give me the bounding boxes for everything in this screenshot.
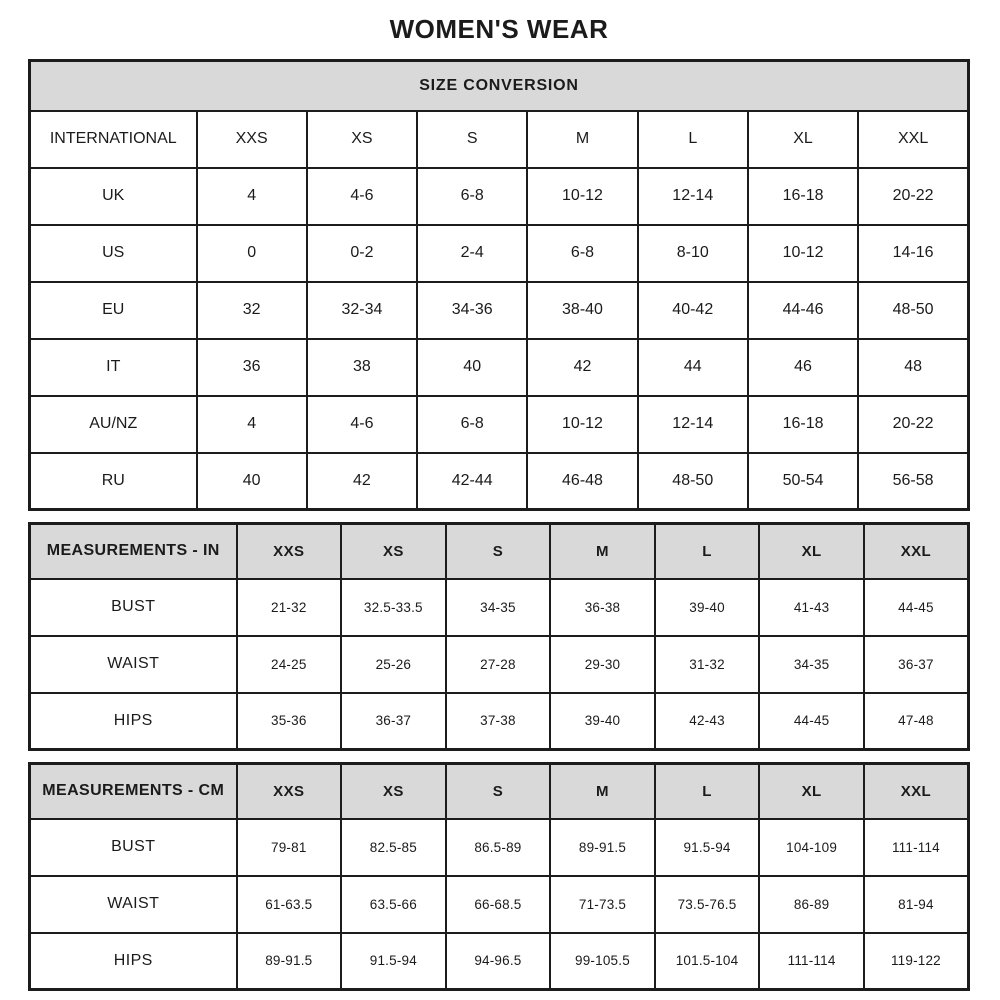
table-cell: 6-8 [527,225,637,282]
table-row-hips [30,693,969,750]
table-header-row [30,524,969,579]
table-cell: 111-114 [864,819,969,876]
size-conversion-table [28,59,970,511]
table-cell: 46 [748,339,858,396]
table-cell: 21-32 [237,579,342,636]
table-cell: 0-2 [307,225,417,282]
label-column-header: MEASUREMENTS - CM [30,764,237,819]
table-cell: 63.5-66 [341,876,446,933]
table-cell: 44 [638,339,748,396]
column-header-xxl: XXL [864,524,969,579]
table-cell: 61-63.5 [237,876,342,933]
table-row-waist [30,876,969,933]
table-cell: 4 [197,168,307,225]
table-cell: 56-58 [858,453,968,510]
row-label: IT [30,339,197,396]
table-cell: 14-16 [858,225,968,282]
row-label: AU/NZ [30,396,197,453]
table-cell: 36-37 [864,636,969,693]
table-cell: 39-40 [655,579,760,636]
table-cell: 48-50 [638,453,748,510]
table-row-eu [30,282,969,339]
table-cell: 38-40 [527,282,637,339]
column-header-xs: XS [307,111,417,168]
table-cell: 25-26 [341,636,446,693]
table-cell: 16-18 [748,396,858,453]
table-row-it [30,339,969,396]
table-cell: 24-25 [237,636,342,693]
column-header-xxs: XXS [237,764,342,819]
table-cell: 29-30 [550,636,655,693]
column-header-l: L [638,111,748,168]
table-cell: 119-122 [864,933,969,990]
table-cell: 42-44 [417,453,527,510]
table-cell: 4 [197,396,307,453]
table-cell: 36-38 [550,579,655,636]
table-row-hips [30,933,969,990]
table-cell: 40-42 [638,282,748,339]
table-cell: 47-48 [864,693,969,750]
table-cell: 66-68.5 [446,876,551,933]
column-header-xs: XS [341,764,446,819]
row-label: WAIST [30,636,237,693]
column-header-s: S [446,764,551,819]
label-column-header: INTERNATIONAL [30,111,197,168]
table-cell: 36-37 [341,693,446,750]
table-row-uk [30,168,969,225]
tables-container [28,59,970,991]
table-cell: 91.5-94 [341,933,446,990]
column-header-xl: XL [759,524,864,579]
table-cell: 89-91.5 [237,933,342,990]
table-cell: 2-4 [417,225,527,282]
table-row-bust [30,579,969,636]
table-header-row [30,764,969,819]
table-cell: 27-28 [446,636,551,693]
column-header-xxs: XXS [197,111,307,168]
column-header-s: S [417,111,527,168]
table-cell: 104-109 [759,819,864,876]
table-cell: 73.5-76.5 [655,876,760,933]
table-cell: 35-36 [237,693,342,750]
table-cell: 20-22 [858,168,968,225]
column-header-m: M [527,111,637,168]
table-cell: 71-73.5 [550,876,655,933]
table-row-bust [30,819,969,876]
row-label: EU [30,282,197,339]
table-cell: 12-14 [638,168,748,225]
row-label: BUST [30,579,237,636]
table-cell: 89-91.5 [550,819,655,876]
table-cell: 46-48 [527,453,637,510]
table-cell: 48 [858,339,968,396]
row-label: HIPS [30,933,237,990]
table-cell: 81-94 [864,876,969,933]
table-cell: 42 [307,453,417,510]
table-row-au-nz [30,396,969,453]
label-column-header: MEASUREMENTS - IN [30,524,237,579]
table-cell: 82.5-85 [341,819,446,876]
table-cell: 34-35 [759,636,864,693]
table-cell: 79-81 [237,819,342,876]
column-header-xxl: XXL [864,764,969,819]
table-row-ru [30,453,969,510]
table-cell: 44-46 [748,282,858,339]
table-cell: 36 [197,339,307,396]
measurements-cm-table [28,762,970,991]
table-cell: 34-36 [417,282,527,339]
table-cell: 111-114 [759,933,864,990]
table-cell: 94-96.5 [446,933,551,990]
table-cell: 31-32 [655,636,760,693]
table-cell: 4-6 [307,396,417,453]
table-row-waist [30,636,969,693]
table-cell: 86.5-89 [446,819,551,876]
table-cell: 10-12 [527,396,637,453]
table-cell: 38 [307,339,417,396]
table-cell: 32 [197,282,307,339]
row-label: US [30,225,197,282]
table-cell: 16-18 [748,168,858,225]
row-label: UK [30,168,197,225]
table-cell: 6-8 [417,396,527,453]
column-header-xs: XS [341,524,446,579]
table-cell: 39-40 [550,693,655,750]
table-cell: 99-105.5 [550,933,655,990]
table-cell: 8-10 [638,225,748,282]
table-cell: 0 [197,225,307,282]
column-header-xxl: XXL [858,111,968,168]
table-cell: 37-38 [446,693,551,750]
table-cell: 32.5-33.5 [341,579,446,636]
table-cell: 44-45 [759,693,864,750]
table-cell: 42 [527,339,637,396]
column-header-xxs: XXS [237,524,342,579]
row-label: WAIST [30,876,237,933]
table-cell: 20-22 [858,396,968,453]
table-cell: 86-89 [759,876,864,933]
column-header-m: M [550,524,655,579]
table-cell: 40 [197,453,307,510]
row-label: HIPS [30,693,237,750]
table-cell: 48-50 [858,282,968,339]
table-cell: 50-54 [748,453,858,510]
table-cell: 101.5-104 [655,933,760,990]
table-cell: 12-14 [638,396,748,453]
table-header-row [30,111,969,168]
row-label: RU [30,453,197,510]
table-cell: 10-12 [748,225,858,282]
column-header-l: L [655,524,760,579]
table-cell: 6-8 [417,168,527,225]
table-cell: 44-45 [864,579,969,636]
page-title: WOMEN'S WEAR [389,14,609,44]
table-row-us [30,225,969,282]
column-header-xl: XL [748,111,858,168]
table-cell: 10-12 [527,168,637,225]
table-cell: 4-6 [307,168,417,225]
table-cell: 42-43 [655,693,760,750]
table-cell: 91.5-94 [655,819,760,876]
column-header-l: L [655,764,760,819]
column-header-m: M [550,764,655,819]
table-cell: 40 [417,339,527,396]
table-cell: 41-43 [759,579,864,636]
table-cell: 34-35 [446,579,551,636]
table-banner: SIZE CONVERSION [30,61,969,111]
column-header-xl: XL [759,764,864,819]
row-label: BUST [30,819,237,876]
table-banner-row [30,61,969,111]
column-header-s: S [446,524,551,579]
table-cell: 32-34 [307,282,417,339]
measurements-in-table [28,522,970,751]
